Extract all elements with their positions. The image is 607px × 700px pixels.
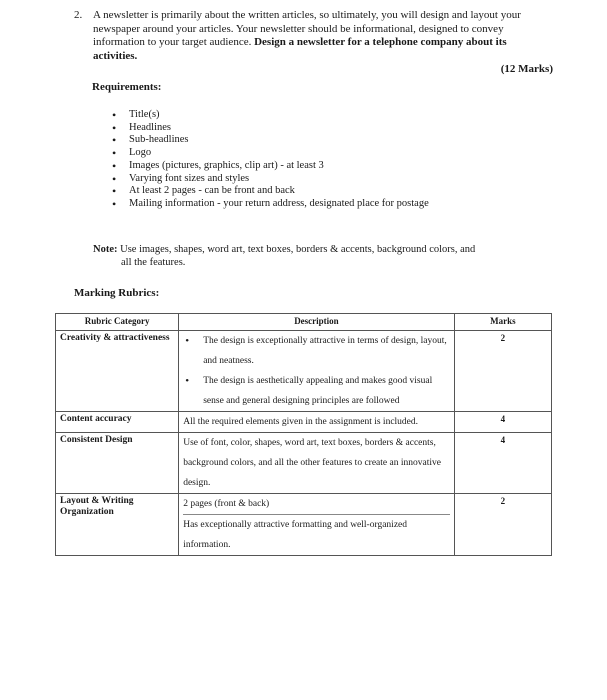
question-marks: (12 Marks) <box>500 63 553 75</box>
marks-cell: 2 <box>454 331 551 412</box>
category-cell: Content accuracy <box>56 412 179 433</box>
list-item: • Title(s) <box>110 109 429 122</box>
list-item: • Images (pictures, graphics, clip art) - at least 3 <box>110 160 429 173</box>
list-item: • Logo <box>110 147 429 160</box>
table-row <box>56 331 552 412</box>
list-item: • Mailing information - your return address, designated place for postage <box>110 198 429 211</box>
table-header-row <box>56 314 552 331</box>
list-item: • Varying font sizes and styles <box>110 173 429 186</box>
category-cell: Creativity & attractiveness <box>56 331 179 412</box>
note-label: Note: <box>93 244 118 255</box>
category-cell: Consistent Design <box>56 433 179 494</box>
desc-line: Has exceptionally attractive formatting and well-organized information. <box>183 520 407 550</box>
table-row <box>56 412 552 433</box>
table-row <box>56 433 552 494</box>
marks-cell: 4 <box>454 412 551 433</box>
table-row <box>56 494 552 556</box>
description-cell <box>179 331 454 412</box>
header-marks: Marks <box>454 314 551 331</box>
description-cell: All the required elements given in the assignment is included. <box>179 412 454 433</box>
requirements-list <box>110 109 429 211</box>
description-cell <box>179 494 454 556</box>
desc-bullet: • The design is aesthetically appealing and makes good visual sense and general designing principles are followed <box>183 371 449 411</box>
header-category: Rubric Category <box>56 314 179 331</box>
note-text: Use images, shapes, word art, text boxes, borders & accents, background colors, and <box>120 244 476 255</box>
description-cell: Use of font, color, shapes, word art, text boxes, borders & accents, background colors, and all the other features to create an innovative design. <box>179 433 454 494</box>
question-text-block <box>93 9 553 77</box>
rubric-title: Marking Rubrics: <box>74 287 160 299</box>
note-text-cont: all the features. <box>121 257 186 268</box>
question-text: A newsletter is primarily about the written articles, so ultimately, you will design and layout your newspaper around your articles. Your newsletter should be informational, designed to convey information to your target audience. <box>93 9 521 48</box>
desc-bullet: • The design is exceptionally attractive in terms of design, layout, and neatness. <box>183 331 449 371</box>
category-cell: Layout & Writing Organization <box>56 494 179 556</box>
marks-line <box>93 63 553 77</box>
question-number: 2. <box>74 9 83 21</box>
list-item: • At least 2 pages - can be front and back <box>110 185 429 198</box>
note <box>93 243 553 269</box>
question-task: Design a newsletter for a telephone company about its activities. <box>93 36 507 62</box>
list-item: • Sub-headlines <box>110 134 429 147</box>
rubric-table <box>55 313 552 556</box>
header-description: Description <box>179 314 454 331</box>
list-item: • Headlines <box>110 122 429 135</box>
desc-line: 2 pages (front & back) <box>183 494 449 515</box>
marks-cell: 4 <box>454 433 551 494</box>
requirements-title: Requirements: <box>92 81 162 93</box>
marks-cell: 2 <box>454 494 551 556</box>
